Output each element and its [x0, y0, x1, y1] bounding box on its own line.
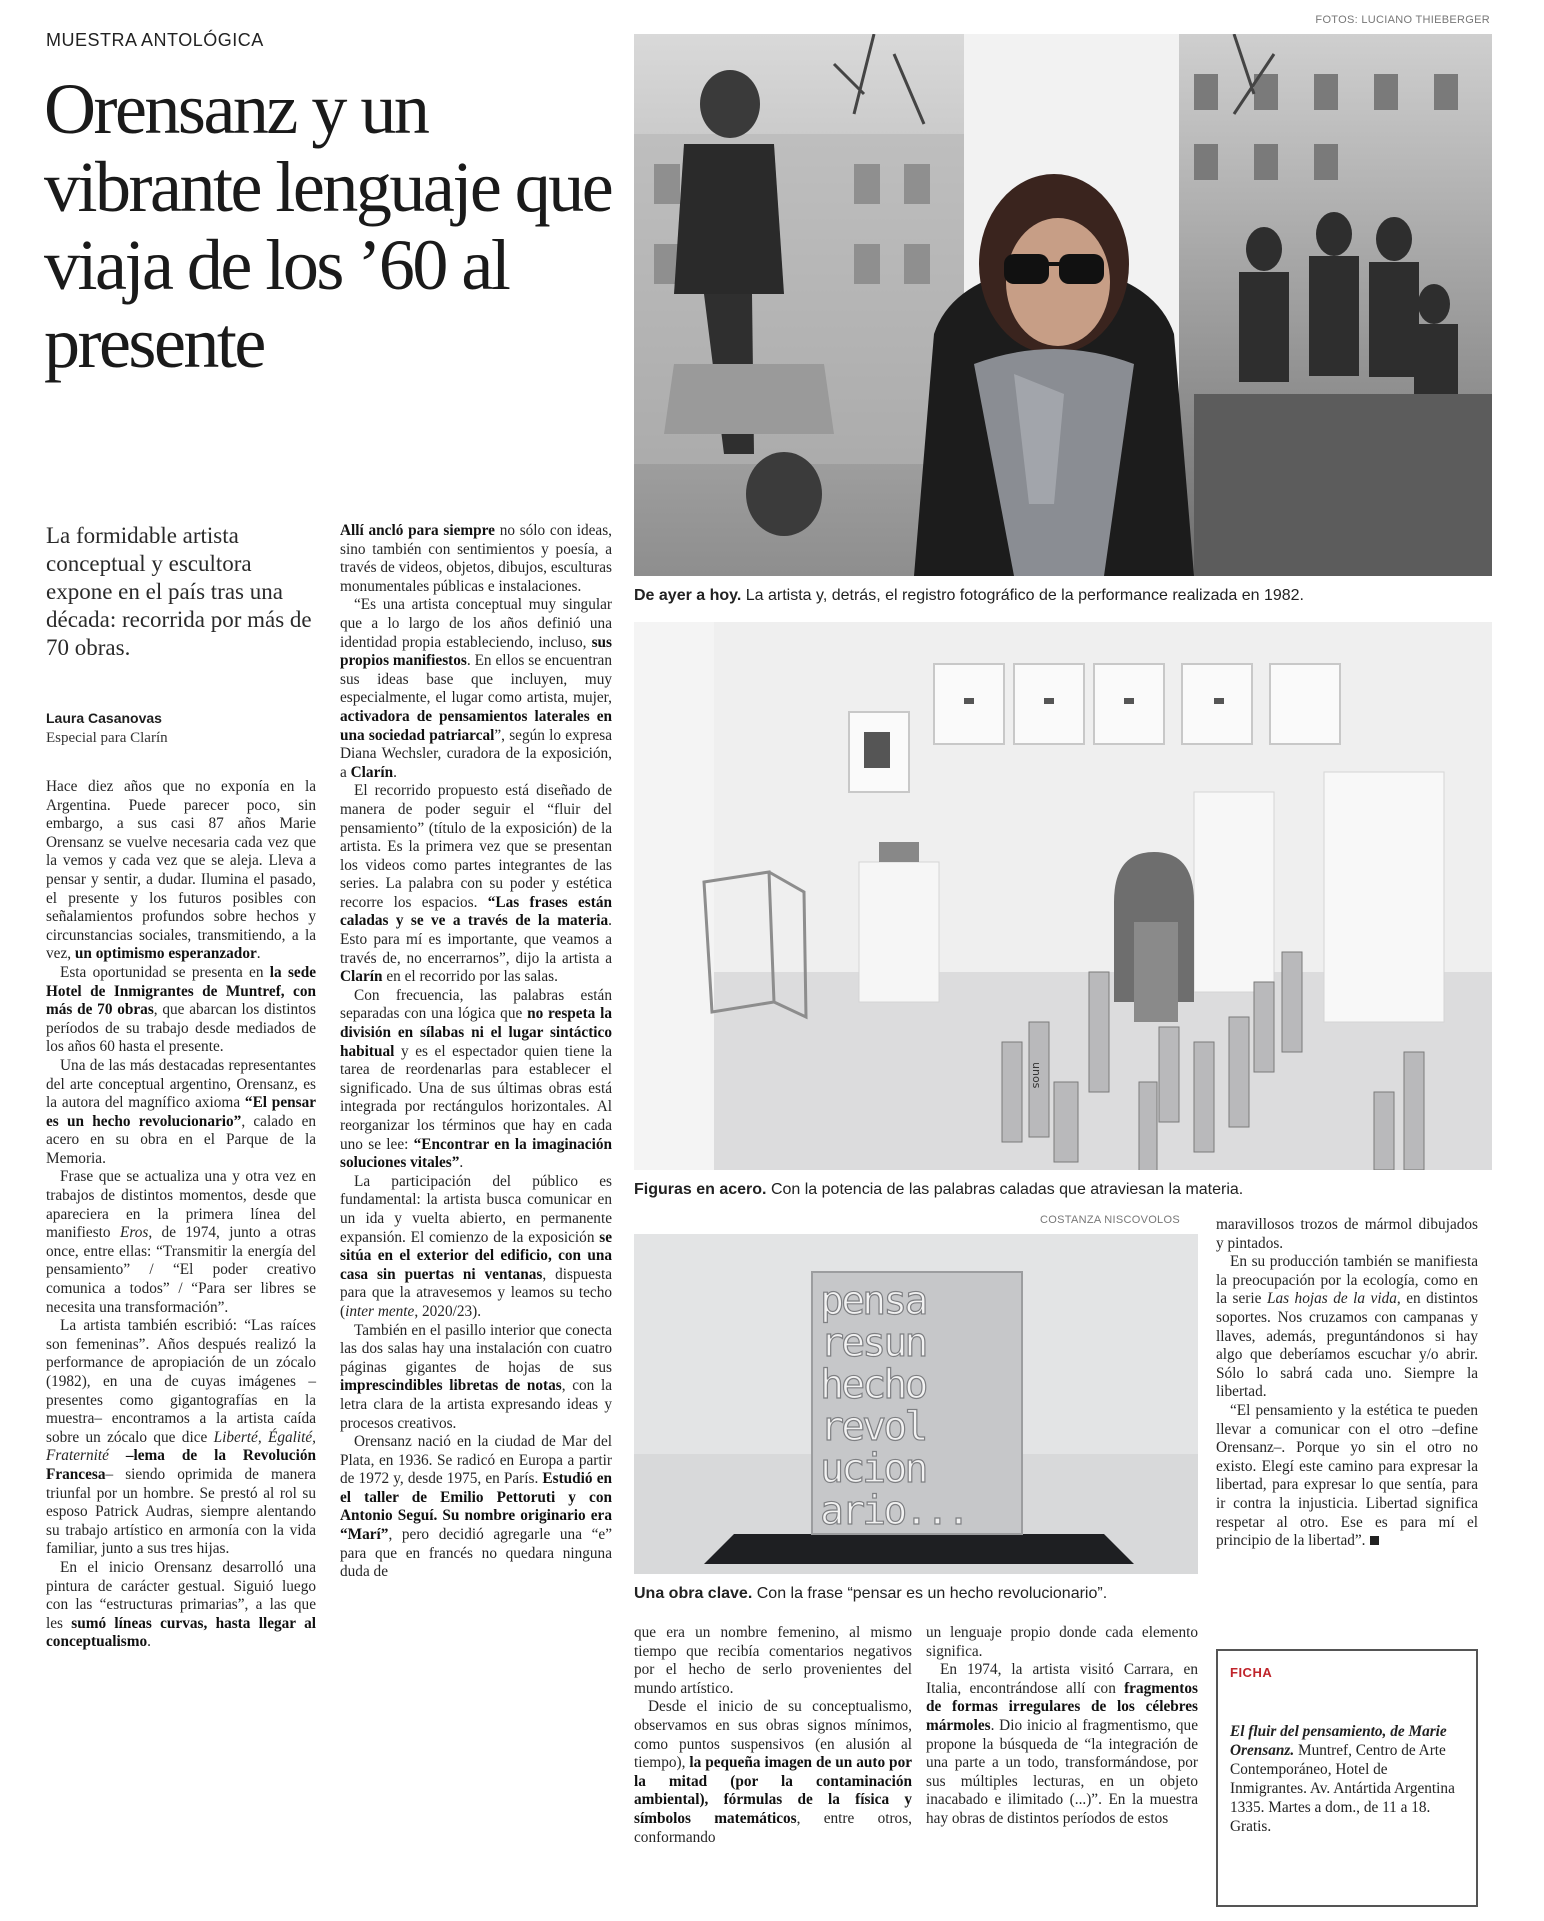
photo-credit-third: COSTANZA NISCOVOLOS — [1040, 1214, 1180, 1226]
paragraph: Con frecuencia, las palabras están separadas con una lógica que no respeta la división en sílabas ni el lugar sintáctico habitual y es el espectador quien tiene la tarea de reordenarlas para establecer el significado. Una de sus últimas obras está integrada por rectángulos horizontales. Al reorganizar los términos que hay en cada uno se lee: “Encontrar en la imaginación soluciones vitales”. — [340, 986, 613, 1172]
caption-photo-2 — [634, 1180, 1494, 1200]
photo-credit-top: FOTOS: LUCIANO THIEBERGER — [1315, 14, 1490, 26]
paragraph: “El pensamiento y la estética te pueden llevar a comunicar con el otro –define Orensanz–. Porque yo sin el otro no existo. Elegí este camino para expresar la libertad, para expresar lo que sentía, para ir contra la injusticia. Libertad significa respetar al otro. Ese es para mí el principio de la libertad”. — [1216, 1401, 1478, 1550]
photo-key-work — [634, 1234, 1198, 1574]
caption-text: Con la frase “pensar es un hecho revolucionario”. — [756, 1585, 1108, 1602]
article-column-4 — [926, 1624, 1198, 1829]
sculpture-line-6: ario... — [820, 1488, 968, 1534]
info-box-body — [1230, 1722, 1464, 1836]
end-mark — [1370, 1536, 1379, 1545]
info-box — [1216, 1649, 1478, 1907]
paragraph: La participación del público es fundamental: la artista busca comunicar en un ida y vuelta abierto, en permanente expansión. El comienzo de la exposición se sitúa en el exterior del edificio, con una casa sin puertas ni ventanas, dispuesta para que la atravesemos y leamos su techo (inter mente, 2020/23). — [340, 1172, 612, 1320]
gallery-illustration — [634, 622, 1492, 1170]
section-kicker: MUESTRA ANTOLÓGICA — [46, 30, 264, 50]
portrait-illustration — [634, 34, 1492, 576]
steel-letters: unos — [1030, 1062, 1043, 1089]
photo-gallery-steel-figures — [634, 622, 1492, 1170]
article-column-1 — [46, 778, 316, 1652]
caption-photo-3 — [634, 1584, 1214, 1604]
author-name: Laura Casanovas — [46, 710, 162, 726]
paragraph: En 1974, la artista visitó Carrara, en Italia, encontrándose allí con fragmentos de formas irregulares de los célebres mármoles. Dio inicio al fragmentismo, que propone la búsqueda de “la integración de una parte a un todo, transformándose, por sus múltiples lecturas, en un objeto inacabado e ilimitado (...)”. En la muestra hay obras de distintos períodos de estos — [926, 1661, 1198, 1827]
photo-artist-portrait — [634, 34, 1492, 576]
caption-lead: De ayer a hoy. — [634, 587, 742, 604]
sculpture-line-5: ucion — [820, 1446, 926, 1492]
info-box-label: FICHA — [1230, 1665, 1273, 1680]
paragraph: Orensanz nació en la ciudad de Mar del Plata, en 1936. Se radicó en Europa a partir de 1972 y, desde 1975, en París. Estudió en el taller de Emilio Pettoruti y con Antonio Seguí. Su nombre originario era “Marí”, pero decidió agregarle una “e” para que en francés no quedara ninguna duda de — [340, 1433, 612, 1581]
paragraph: maravillosos trozos de mármol dibujados y pintados. — [1216, 1216, 1478, 1252]
paragraph: Desde el inicio de su conceptualismo, observamos en sus obras signos mínimos, como puntos suspensivos (en alusión al tiempo), la pequeña imagen de un auto por la mitad (por la contaminación ambiental), fórmulas de la física y símbolos matemáticos, entre otros, conformando — [634, 1698, 913, 1846]
sculpture-line-2: resun — [820, 1320, 926, 1366]
paragraph: Esta oportunidad se presenta en la sede Hotel de Inmigrantes de Muntref, con más de 70 obras, que abarcan los distintos períodos de su trabajo desde mediados de los años 60 hasta el presente. — [46, 963, 317, 1056]
paragraph: En el inicio Orensanz desarrolló una pintura de carácter gestual. Siguió luego con las “estructuras primarias”, a las que les sumó líneas curvas, hasta llegar al conceptualismo. — [46, 1558, 316, 1651]
article-column-5 — [1216, 1216, 1478, 1551]
sculpture-illustration — [634, 1234, 1198, 1574]
paragraph: que era un nombre femenino, al mismo tiempo que recibía comentarios negativos por el hecho de serlo provenientes del mundo artístico. — [634, 1624, 912, 1697]
caption-lead: Una obra clave. — [634, 1585, 753, 1602]
caption-text: La artista y, detrás, el registro fotográfico de la performance realizada en 1982. — [745, 587, 1304, 604]
paragraph: Frase que se actualiza una y otra vez en trabajos de distintos momentos, desde que apareciera en la primera línea del manifiesto Eros, de 1974, junto a otras once, entre ellas: “Transmitir la energía del pensamiento” / “El poder creativo comunica a todos” / “Para ser libres se necesita una transformación”. — [46, 1168, 316, 1316]
paragraph: “Es una artista conceptual muy singular que a lo largo de los años definió una identidad propia estableciendo, incluso, sus propios manifiestos. En ellos se encuentran sus ideas base que incluyen, muy especialmente, el lugar como artista, mujer, activadora de pensamientos laterales en una sociedad patriarcal”, según lo expresa Diana Wechsler, curadora de la exposición, a Clarín. — [340, 596, 612, 781]
info-box-text: Muntref, Centro de Arte Contemporáneo, Hotel de Inmigrantes. Av. Antártida Argentina 1335. Martes a dom., de 11 a 18. Gratis. — [1230, 1742, 1455, 1835]
paragraph: Allí ancló para siempre no sólo con ideas, sino también con sentimientos y poesía, a través de videos, objetos, dibujos, esculturas monumentales públicas e instalaciones. — [340, 522, 612, 595]
info-box-title: El fluir del pensamiento, de Marie Orensanz. — [1230, 1723, 1447, 1759]
paragraph: Hace diez años que no exponía en la Argentina. Puede parecer poco, sin embargo, a sus casi 87 años Marie Orensanz se vuelve necesaria cada vez que la vemos y cada vez que se aleja. Lleva a pensar y sentir, a dudar. Ilumina el pasado, el presente y los futuros posibles con señalamientos profundos sobre hechos y circunstancias sociales, transmitiendo, a la vez, un optimismo esperanzador. — [46, 778, 316, 963]
paragraph: En su producción también se manifiesta la preocupación por la ecología, como en la serie Las hojas de la vida, en distintos soportes. Nos cruzamos con campanas y llaves, además, preguntándonos si hay algo que deberíamos escuchar y/o abrir. Sólo lo sabrá cada uno. Siempre la libertad. — [1216, 1253, 1478, 1401]
article-column-3 — [634, 1624, 912, 1847]
paragraph: También en el pasillo interior que conecta las dos salas hay una instalación con cuatro páginas gigantes de hojas de sus imprescindibles libretas de notas, con la letra clara de la artista expresando ideas y procesos creativos. — [340, 1321, 612, 1432]
author-role: Especial para Clarín — [46, 730, 168, 746]
standfirst: La formidable artista conceptual y escultora expone en el país tras una década: recorrida por más de 70 obras. — [46, 523, 312, 660]
headline: Orensanz y un vibrante lenguaje que viaja de los ’60 al presente — [44, 69, 612, 383]
caption-lead: Figuras en acero. — [634, 1181, 767, 1198]
paragraph: Una de las más destacadas representantes del arte conceptual argentino, Orensanz, es la autora del magnífico axioma “El pensar es un hecho revolucionario”, calado en acero en su obra en el Parque de la Memoria. — [46, 1056, 317, 1167]
sculpture-line-1: pensa — [820, 1278, 926, 1324]
sculpture-line-4: revol — [820, 1404, 926, 1450]
paragraph: un lenguaje propio donde cada elemento significa. — [926, 1624, 1198, 1660]
article-column-2 — [340, 522, 612, 1582]
caption-photo-1 — [634, 586, 1494, 606]
paragraph: La artista también escribió: “Las raíces son femeninas”. Años después realizó la performance de apropiación de un zócalo (1982), en una de cuyas imágenes –presentes como gigantografías en la muestra– encontramos a la artista caída sobre un zócalo que dice Liberté, Égalité, Fraternité –lema de la Revolución Francesa– siendo oprimida de manera triunfal por un hombre. Se prestó al rol su esposo Patrick Audras, siempre alentando su trabajo artístico en armonía con la vida familiar, junto a sus tres hijas. — [46, 1317, 316, 1558]
caption-text: Con la potencia de las palabras caladas que atraviesan la materia. — [770, 1181, 1244, 1198]
paragraph: El recorrido propuesto está diseñado de manera de poder seguir el “fluir del pensamiento” (título de la exposición) de la artista. Es la primera vez que se presentan los videos como partes integrantes de las series. La palabra con su poder y estética recorre los espacios. “Las frases están caladas y se ve a través de la materia. Esto para mí es importante, que veamos a través de, no encerrarnos”, dijo la artista a Clarín en el recorrido por las salas. — [340, 782, 612, 986]
sculpture-line-3: hecho — [820, 1362, 926, 1408]
